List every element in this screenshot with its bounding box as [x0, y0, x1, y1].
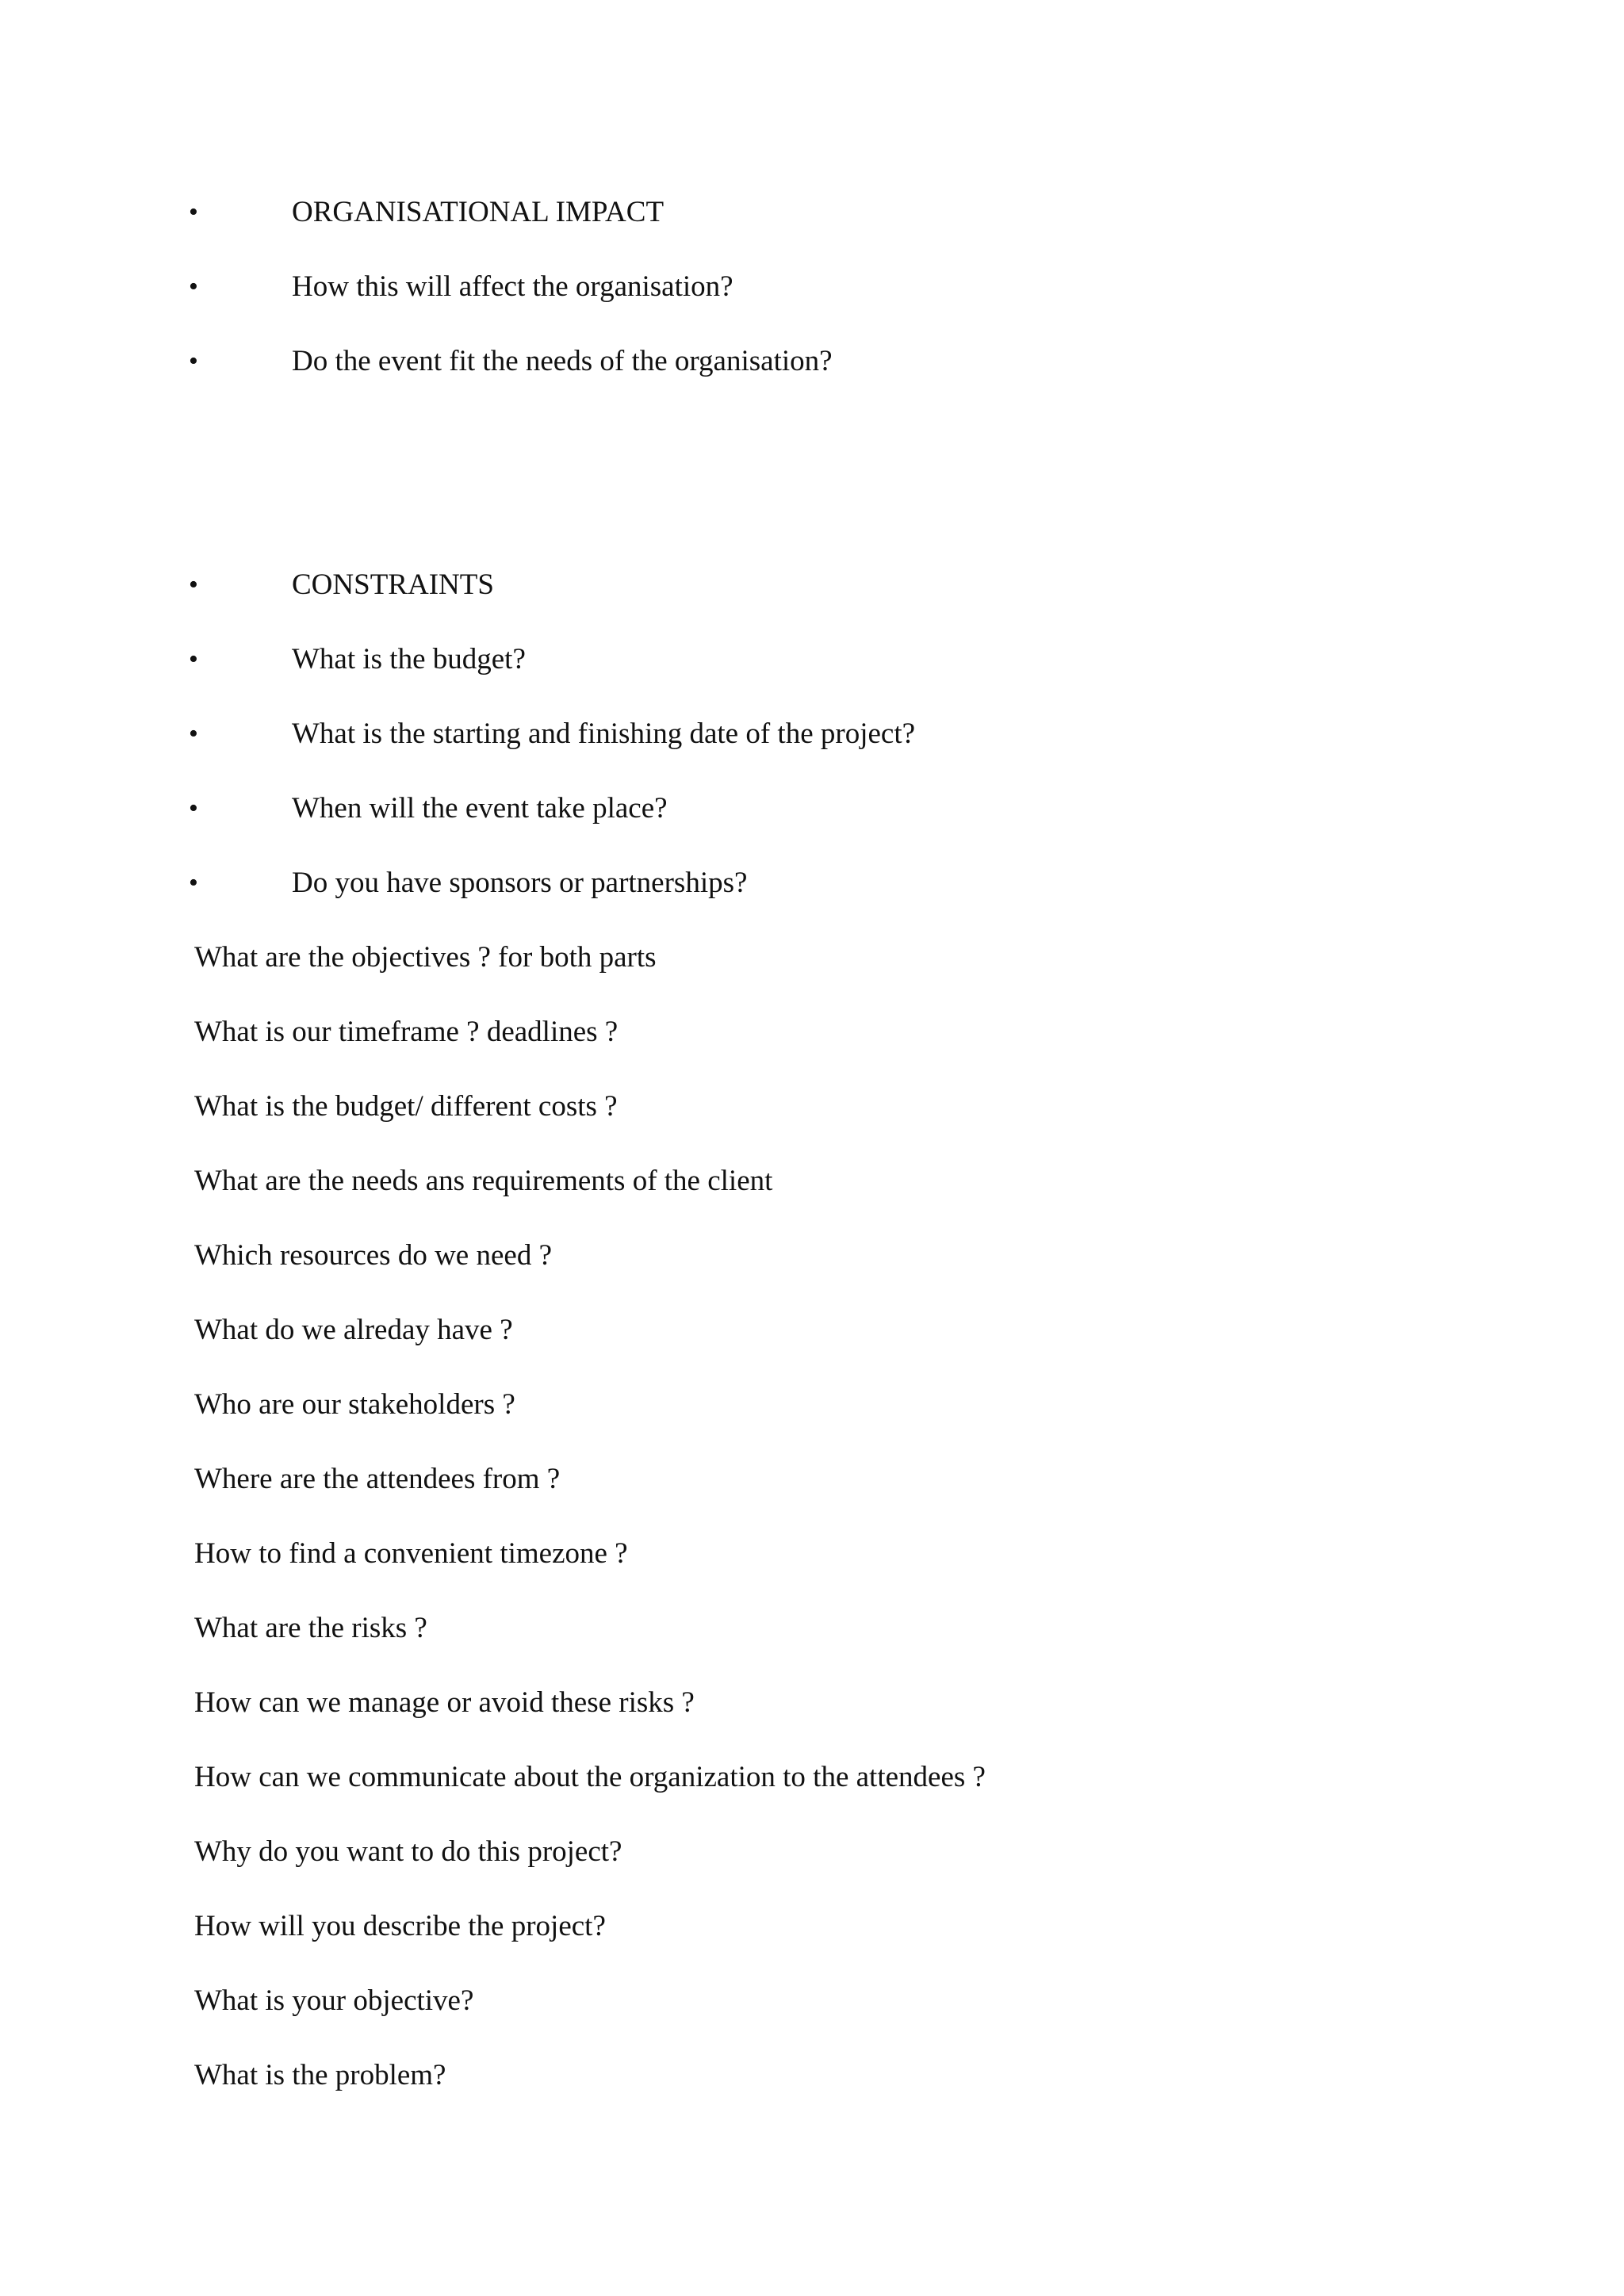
section-heading: ORGANISATIONAL IMPACT [292, 196, 665, 228]
question-text: How will you describe the project? [194, 1910, 606, 1942]
question-text: Why do you want to do this project? [194, 1835, 622, 1868]
question-text: What is your objective? [194, 1984, 474, 2017]
bullet-text: What is the starting and finishing date of the project? [292, 718, 916, 750]
question-text: What are the risks ? [194, 1612, 427, 1644]
bullet-text: When will the event take place? [292, 792, 668, 825]
question-text: What is the budget/ different costs ? [194, 1090, 618, 1123]
bullet-icon: • [189, 868, 198, 897]
bullet-icon: • [189, 794, 198, 823]
question-text: Which resources do we need ? [194, 1239, 552, 1272]
bullet-icon: • [189, 570, 198, 599]
bullet-icon: • [189, 197, 198, 227]
bullet-icon: • [189, 645, 198, 674]
bullet-icon: • [189, 272, 198, 301]
question-text: What are the objectives ? for both parts [194, 941, 657, 974]
question-text: What is the problem? [194, 2059, 446, 2091]
bullet-text: How this will affect the organisation? [292, 270, 733, 303]
bullet-text: Do the event fit the needs of the organisation? [292, 345, 833, 377]
bullet-icon: • [189, 346, 198, 376]
question-text: What do we alreday have ? [194, 1314, 513, 1346]
question-text: Where are the attendees from ? [194, 1463, 561, 1495]
bullet-text: What is the budget? [292, 643, 526, 675]
question-text: Who are our stakeholders ? [194, 1388, 515, 1421]
question-text: What are the needs ans requirements of the client [194, 1165, 773, 1197]
bullet-text: Do you have sponsors or partnerships? [292, 867, 748, 899]
question-text: How to find a convenient timezone ? [194, 1537, 628, 1570]
bullet-icon: • [189, 719, 198, 748]
question-text: How can we manage or avoid these risks ? [194, 1686, 695, 1719]
section-heading: CONSTRAINTS [292, 568, 494, 601]
question-text: What is our timeframe ? deadlines ? [194, 1016, 619, 1048]
question-text: How can we communicate about the organization to the attendees ? [194, 1761, 986, 1793]
